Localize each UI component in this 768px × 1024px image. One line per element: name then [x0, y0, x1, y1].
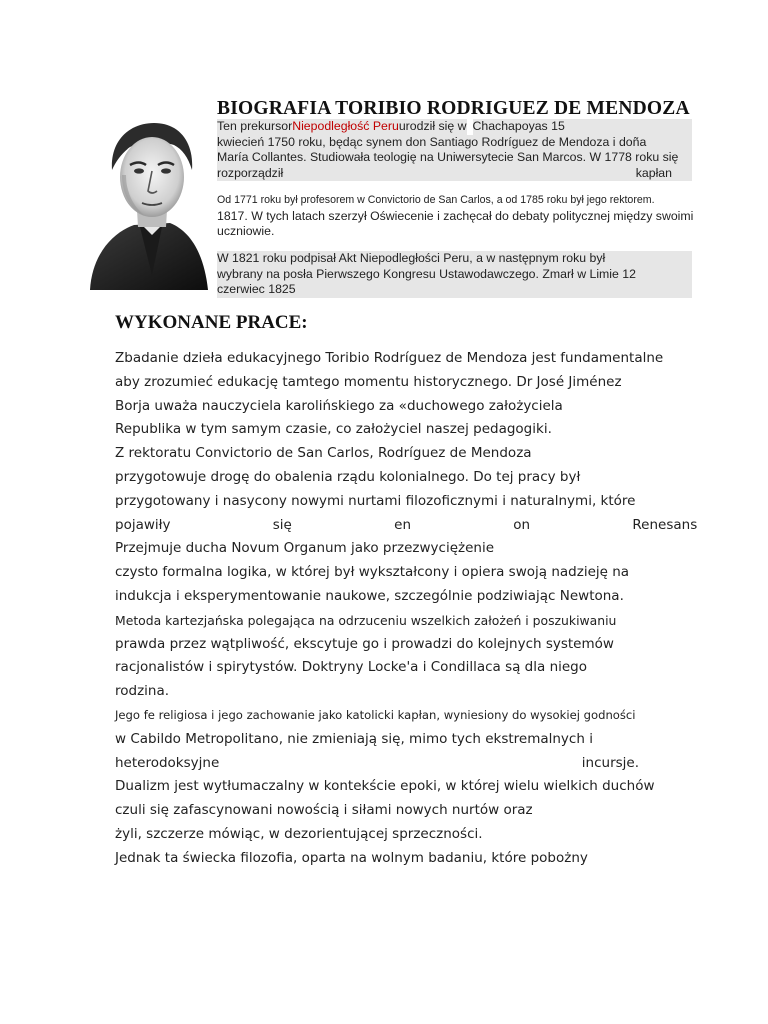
body-text — [115, 347, 698, 871]
intro-line-text: Chachapoyas 15 — [473, 119, 693, 135]
body-line: prawda przez wątpliwość, ekscytuje go i prowadzi do kolejnych systemów — [115, 635, 614, 652]
body-line: czysto formalna logika, w której był wykształcony i opiera swoją nadzieję na — [115, 564, 630, 581]
intro-line: Od 1771 roku był profesorem w Convictorio de San Carlos, a od 1785 roku był jego rektorem. — [217, 194, 655, 206]
body-line: Zbadanie dzieła edukacyjnego Toribio Rodríguez de Mendoza jest fundamentalne — [115, 350, 664, 366]
intro-line — [217, 119, 692, 135]
body-line: Przejmuje ducha Novum Organum jako przezwyciężenie — [115, 540, 495, 557]
body-line: aby zrozumieć edukację tamtego momentu historycznego. Dr José Jiménez — [115, 373, 622, 390]
intro-line: uczniowie. — [217, 224, 275, 238]
body-line: przygotowuje drogę do obalenia rządu kolonialnego. Do tej pracy był — [115, 468, 581, 485]
body-line: Z rektoratu Convictorio de San Carlos, Rodríguez de Mendoza — [115, 445, 532, 462]
body-line: indukcja i eksperymentowanie naukowe, szczególnie podziwiając Newtona. — [115, 587, 624, 604]
section-title: WYKONANE PRACE: — [115, 312, 308, 333]
body-line: Jego fe religiosa i jego zachowanie jako katolicki kapłan, wyniesiony do wysokiej godności — [115, 707, 636, 722]
intro-line: wybrany na posła Pierwszego Kongresu Ustawodawczego. Zmarł w Limie 12 — [217, 267, 692, 283]
intro-paragraph-2 — [217, 193, 692, 240]
intro-line: W 1821 roku podpisał Akt Niepodległości Peru, a w następnym roku był — [217, 251, 692, 267]
body-line: Borja uważa nauczyciela karolińskiego za «duchowego założyciela — [115, 397, 563, 414]
body-line: żyli, szczerze mówiąc, w dezorientującej sprzeczności. — [115, 825, 483, 842]
intro-line: kwiecień 1750 roku, będąc synem don Santiago Rodríguez de Mendoza i doña — [217, 135, 692, 151]
intro-paragraph-1 — [217, 119, 692, 181]
intro-line-text: Ten prekursorNiepodległość Peruurodził się w — [217, 119, 467, 133]
intro-line: rozporządził kapłan — [217, 166, 692, 182]
intro-line: María Collantes. Studiowała teologię na Uniwersytecie San Marcos. W 1778 roku się — [217, 150, 692, 166]
body-line: rodzina. — [115, 683, 170, 700]
body-line: Republika w tym samym czasie, co założyciel naszej pedagogiki. — [115, 421, 552, 438]
page-title: BIOGRAFIA TORIBIO RODRIGUEZ DE MENDOZA — [217, 98, 690, 119]
intro-line: czerwiec 1825 — [217, 282, 692, 298]
body-line: Metoda kartezjańska polegająca na odrzuceniu wszelkich założeń i poszukiwaniu — [115, 612, 617, 628]
intro-paragraph-3 — [217, 251, 692, 298]
body-line: w Cabildo Metropolitano, nie zmieniają się, mimo tych ekstremalnych i — [115, 730, 593, 747]
body-line: przygotowany i nasycony nowymi nurtami filozoficznymi i naturalnymi, które — [115, 492, 636, 509]
portrait-image — [82, 115, 212, 290]
body-line: czuli się zafascynowani nowością i siłami nowych nurtów oraz — [115, 802, 533, 819]
body-line: Dualizm jest wytłumaczalny w kontekście epoki, w której wielu wielkich duchów — [115, 778, 655, 795]
intro-line: 1817. W tych latach szerzył Oświecenie i zachęcał do debaty politycznej między swoimi — [217, 208, 694, 223]
body-line: heterodoksyjne incursje. — [115, 754, 639, 771]
body-line: Jednak ta świecka filozofia, oparta na wolnym badaniu, które pobożny — [115, 849, 588, 866]
body-line: pojawiły się en on Renesans — [115, 516, 698, 533]
independence-link[interactable]: Niepodległość Peru — [292, 119, 399, 133]
body-line: racjonalistów i spirytystów. Doktryny Locke'a i Condillaca są dla niego — [115, 659, 588, 676]
